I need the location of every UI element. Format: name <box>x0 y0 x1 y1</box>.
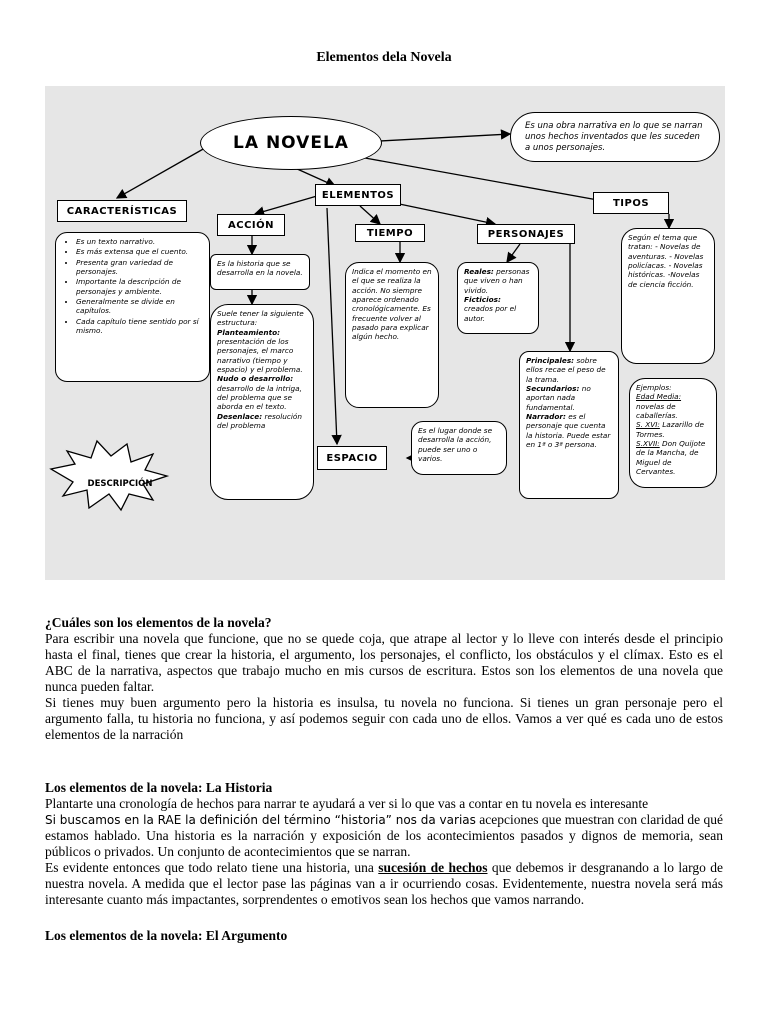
caracteristicas-list <box>55 232 210 382</box>
paragraph: Plantarte una cronología de hechos para narrar te ayudará a ver si lo que vas a contar en tu novela es interesante <box>45 796 649 811</box>
espacio-box: Es el lugar donde se desarrolla la acción, puede ser uno o varios. <box>411 421 507 475</box>
argumento-section <box>45 928 723 944</box>
caracteristica-item: • Cada capítulo tiene sentido por sí mismo. <box>76 317 203 336</box>
accion-definition: Es la historia que se desarrolla en la novela. <box>210 254 310 290</box>
espacio-label: ESPACIO <box>317 446 387 470</box>
tipos-box: Según el tema que tratan: - Novelas de aventuras. - Novelas policíacas. - Novelas históricas. -Novelas de ciencia ficción. <box>621 228 715 364</box>
accion-label: ACCIÓN <box>217 214 285 236</box>
intro-section <box>45 615 723 743</box>
ejemplos-box: Ejemplos: Edad Media: novelas de caballerías. S. XVI: Lazarillo de Tormes. S.XVII: Don Quijote de la Mancha, de Miguel de Cervantes. <box>629 378 717 488</box>
tipos-label: TIPOS <box>593 192 669 214</box>
caracteristica-item: • Es un texto narrativo. <box>76 237 203 246</box>
section-heading: Los elementos de la novela: El Argumento <box>45 928 288 943</box>
caracteristica-item: • Es más extensa que el cuento. <box>76 247 203 256</box>
accion-estructura: Suele tener la siguiente estructura: Planteamiento: presentación de los personajes, el marco narrativo (tiempo y espacio) y el problema. Nudo o desarrollo: desarrollo de la intriga, del problema que se aborda en el texto. Desenlace: resolución del problema <box>210 304 314 500</box>
elementos-label: ELEMENTOS <box>315 184 401 206</box>
personajes-tipos: Reales: personas que viven o han vivido. Ficticios: creados por el autor. <box>457 262 539 334</box>
paragraph: Es evidente entonces que todo relato tiene una historia, una sucesión de hechos que debemos ir desgranando a lo largo de nuestra novela. A medida que el lector pase las páginas van a ir ocurriendo cosas. Evidentemente, nuestra novela será más interesante cuanto más impactantes, sorprendentes o emotivos sean los hechos que vamos narrando. <box>45 860 723 907</box>
personajes-label: PERSONAJES <box>477 224 575 244</box>
historia-section <box>45 780 723 908</box>
paragraph: Si tienes muy buen argumento pero la historia es insulsa, tu novela no funciona. Si tienes un gran personaje pero el argumento falla, tu historia no funciona, y así podemos seguir con cada uno de ellos. Vamos a ver qué es cada uno de estos elementos de la narración <box>45 695 723 742</box>
center-node: LA NOVELA <box>200 116 382 170</box>
caracteristica-item: • Generalmente se divide en capítulos. <box>76 297 203 316</box>
caracteristicas-label: CARACTERÍSTICAS <box>57 200 187 222</box>
personajes-clases: Principales: sobre ellos recae el peso de la trama. Secundarios: no aportan nada fundamental. Narrador: es el personaje que cuenta la historia. Puede estar en 1ª o 3ª persona. <box>519 351 619 499</box>
section-heading: ¿Cuáles son los elementos de la novela? <box>45 615 272 630</box>
caracteristica-item: • Presenta gran variedad de personajes. <box>76 258 203 277</box>
paragraph: Si buscamos en la RAE la definición del término “historia” nos da varias acepciones que muestran con claridad de qué estamos hablado. Una historia es la narración y exposición de los acontecimientos pasados y dignos de memoria, sean públicos o privados. Un conjunto de acontecimientos que se narran. <box>45 812 723 859</box>
document-title: Elementos dela Novela <box>316 50 452 65</box>
descripcion-starburst <box>51 441 167 510</box>
tiempo-box: Indica el momento en el que se realiza la acción. No siempre aparece ordenado cronológicamente. Es frecuente volver al pasado para explicar algún hecho. <box>345 262 439 408</box>
caracteristica-item: • Importante la descripción de personajes y ambiente. <box>76 277 203 296</box>
section-heading: Los elementos de la novela: La Historia <box>45 780 273 795</box>
descripcion-label: DESCRIPCIÓN <box>87 479 153 489</box>
tiempo-label: TIEMPO <box>355 224 425 242</box>
sucesion-de-hechos-link[interactable]: sucesión de hechos <box>378 860 488 875</box>
definition-node: Es una obra narrativa en lo que se narran unos hechos inventados que les suceden a unos personajes. <box>510 112 720 162</box>
concept-map <box>45 86 725 580</box>
paragraph: Para escribir una novela que funcione, que no se quede coja, que atrape al lector y lo lleve con interés desde el principio hasta el final, tienes que crear la historia, el argumento, los personajes, el conflicto, los obstáculos y el clímax. Esto es el ABC de la narrativa, aspectos que trabajo mucho en mis cursos de escritura. Estos son los elementos de una novela que nunca pueden faltar. <box>45 631 723 694</box>
